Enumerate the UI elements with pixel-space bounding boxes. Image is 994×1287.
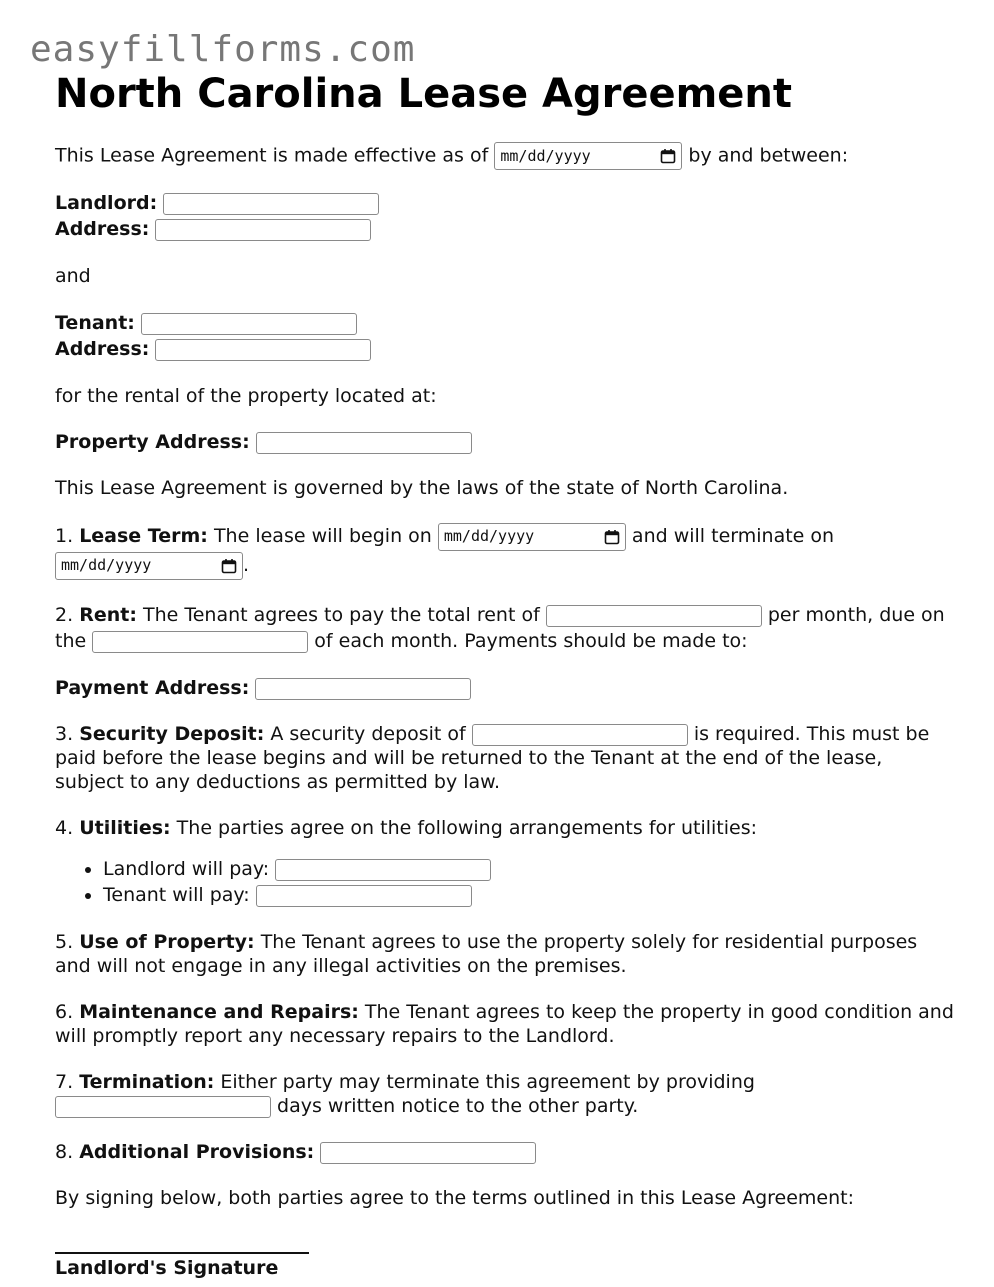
section-heading: Termination: bbox=[79, 1071, 215, 1093]
section-heading: Utilities: bbox=[79, 817, 171, 839]
rent-amount-field[interactable] bbox=[546, 605, 762, 627]
landlord-pays-label: Landlord will pay: bbox=[103, 858, 270, 880]
section-text: The Tenant agrees to pay the total rent of bbox=[142, 604, 540, 626]
date-placeholder: mm/dd/yyyy bbox=[500, 147, 591, 165]
tenant-address-field[interactable] bbox=[155, 339, 371, 361]
section-termination bbox=[55, 1070, 955, 1118]
rental-text: for the rental of the property located at: bbox=[55, 385, 437, 407]
landlord-address-label: Address: bbox=[55, 218, 150, 240]
section-maintenance bbox=[55, 1000, 955, 1048]
and-text: and bbox=[55, 265, 91, 287]
section-text: The lease will begin on bbox=[213, 525, 432, 547]
lease-end-date-input[interactable] bbox=[55, 552, 243, 580]
landlord-signature-label: Landlord's Signature bbox=[55, 1257, 279, 1279]
section-heading: Lease Term: bbox=[79, 525, 208, 547]
section-heading: Rent: bbox=[79, 604, 137, 626]
payment-address-field[interactable] bbox=[255, 678, 471, 700]
rent-due-day-field[interactable] bbox=[92, 631, 308, 653]
tenant-pays-field[interactable] bbox=[256, 885, 472, 907]
section-utilities bbox=[55, 816, 955, 840]
additional-provisions-field[interactable] bbox=[320, 1142, 536, 1164]
landlord-block bbox=[55, 190, 955, 242]
section-number: 6. bbox=[55, 1001, 74, 1023]
intro-text-before: This Lease Agreement is made effective as of bbox=[55, 144, 489, 167]
section-heading: Security Deposit: bbox=[79, 723, 265, 745]
section-number: 7. bbox=[55, 1071, 74, 1093]
section-text: The Tenant agrees to use the property solely for residential purposes and will not engage in any illegal activities on the premises. bbox=[55, 931, 918, 977]
tenant-block bbox=[55, 310, 955, 362]
section-text: and will terminate on bbox=[631, 525, 835, 547]
tenant-pays-label: Tenant will pay: bbox=[103, 884, 250, 906]
tenant-label: Tenant: bbox=[55, 312, 135, 334]
intro-paragraph bbox=[55, 142, 955, 170]
date-placeholder: mm/dd/yyyy bbox=[61, 556, 152, 574]
intro-text-after: by and between: bbox=[688, 144, 849, 167]
section-additional-provisions bbox=[55, 1140, 955, 1164]
list-item bbox=[103, 856, 955, 882]
section-heading: Additional Provisions: bbox=[79, 1141, 315, 1163]
section-text: The Tenant agrees to keep the property in good condition and will promptly report any necessary repairs to the Landlord. bbox=[55, 1001, 954, 1047]
section-security-deposit bbox=[55, 722, 955, 794]
section-number: 3. bbox=[55, 723, 74, 745]
section-text: The parties agree on the following arrangements for utilities: bbox=[176, 817, 758, 839]
closing-text: By signing below, both parties agree to the terms outlined in this Lease Agreement: bbox=[55, 1187, 855, 1209]
section-heading: Maintenance and Repairs: bbox=[79, 1001, 359, 1023]
section-use-of-property bbox=[55, 930, 955, 978]
section-text: of each month. Payments should be made to: bbox=[314, 630, 748, 652]
property-address-field[interactable] bbox=[256, 432, 472, 454]
section-text: per month, due on the bbox=[55, 604, 945, 652]
landlord-signature-line[interactable] bbox=[55, 1252, 309, 1254]
list-item bbox=[103, 882, 955, 908]
section-end: . bbox=[243, 554, 250, 576]
date-placeholder: mm/dd/yyyy bbox=[443, 527, 535, 545]
property-address-line bbox=[55, 430, 955, 454]
section-text: is required. This must be paid before the lease begins and will be returned to the Tenant at the end of the lease, subject to any deductions as permitted by law. bbox=[55, 723, 930, 793]
section-number: 8. bbox=[55, 1141, 74, 1163]
lease-start-date-input[interactable] bbox=[438, 523, 626, 551]
notice-days-field[interactable] bbox=[55, 1096, 271, 1118]
section-number: 2. bbox=[55, 604, 74, 626]
landlord-pays-field[interactable] bbox=[275, 859, 491, 881]
section-rent bbox=[55, 602, 955, 654]
payment-address-label: Payment Address: bbox=[55, 677, 250, 699]
landlord-name-field[interactable] bbox=[163, 193, 379, 215]
section-number: 1. bbox=[55, 525, 74, 547]
calendar-icon[interactable] bbox=[221, 558, 237, 574]
landlord-address-field[interactable] bbox=[155, 219, 371, 241]
page-title: North Carolina Lease Agreement bbox=[55, 71, 793, 117]
section-heading: Use of Property: bbox=[79, 931, 255, 953]
utilities-list bbox=[55, 856, 955, 908]
security-deposit-field[interactable] bbox=[472, 724, 688, 746]
property-address-label: Property Address: bbox=[55, 431, 250, 453]
section-number: 4. bbox=[55, 817, 74, 839]
tenant-address-label: Address: bbox=[55, 338, 150, 360]
landlord-label: Landlord: bbox=[55, 192, 158, 214]
governed-text: This Lease Agreement is governed by the laws of the state of North Carolina. bbox=[55, 477, 789, 499]
watermark: easyfillforms.com bbox=[30, 29, 416, 70]
section-text: days written notice to the other party. bbox=[277, 1095, 639, 1117]
section-number: 5. bbox=[55, 931, 74, 953]
calendar-icon[interactable] bbox=[604, 529, 620, 545]
effective-date-input[interactable] bbox=[494, 142, 682, 170]
payment-address-line bbox=[55, 676, 955, 700]
tenant-name-field[interactable] bbox=[141, 313, 357, 335]
section-text: A security deposit of bbox=[270, 723, 466, 745]
section-text: Either party may terminate this agreement by providing bbox=[220, 1071, 755, 1093]
calendar-icon[interactable] bbox=[660, 148, 676, 164]
section-lease-term bbox=[55, 522, 955, 580]
lease-form bbox=[55, 70, 955, 1280]
